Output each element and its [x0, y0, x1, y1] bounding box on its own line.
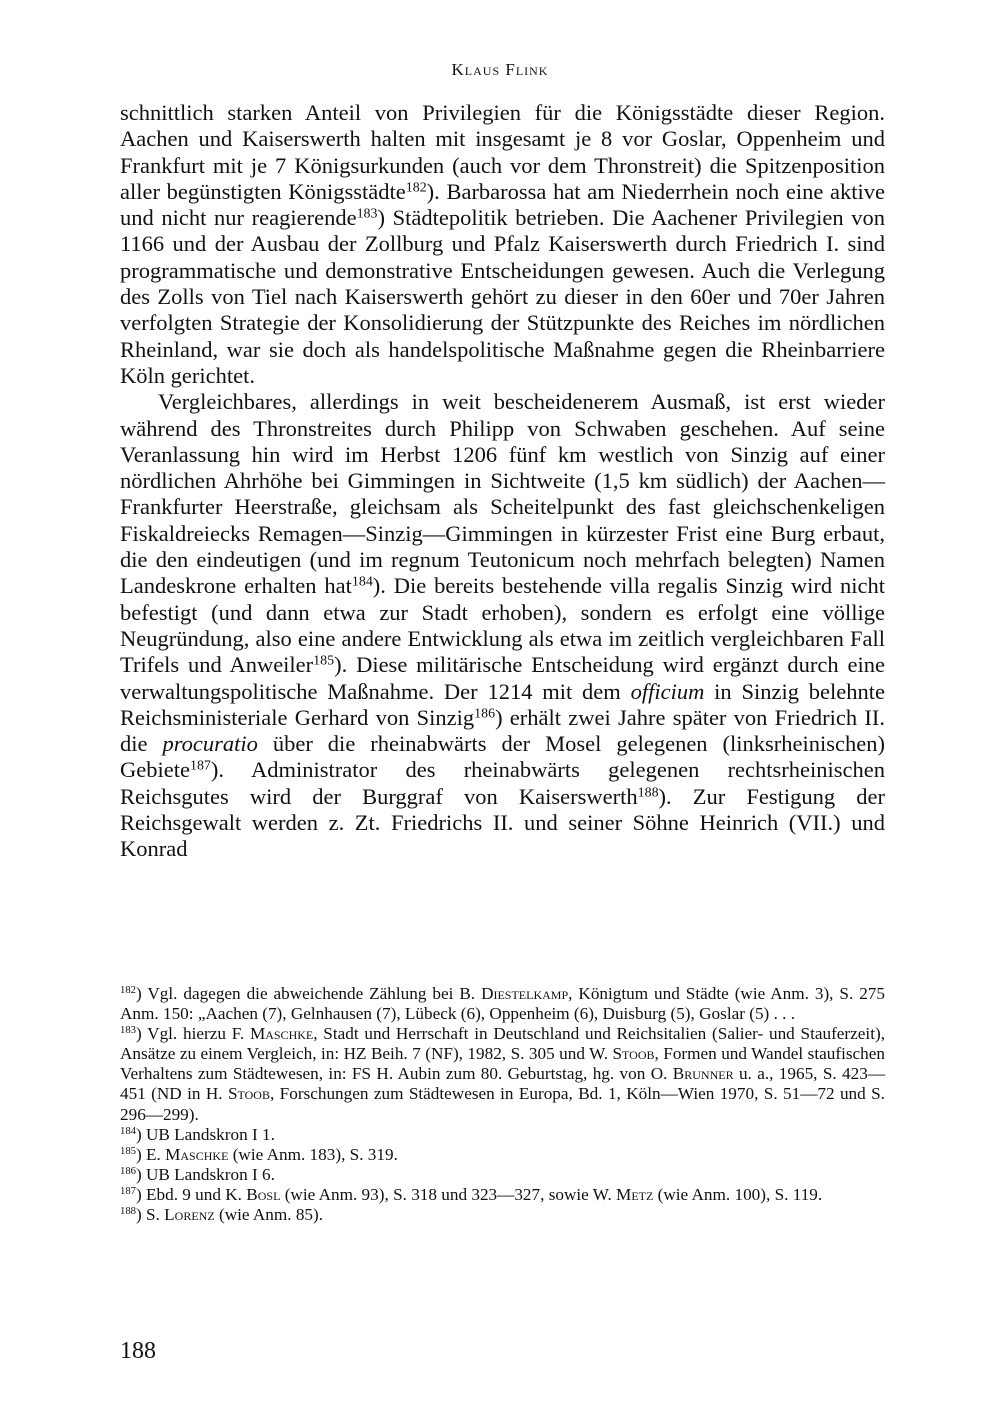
text-run: ). Administrator des rheinabwärts gelegenen rechtsrheinischen Reichsgutes wird der Burggraf von Kaiserswerth [120, 757, 885, 809]
text-run: ). Barbarossa hat am Niederrhein noch eine aktive und nicht nur reagierende [120, 178, 885, 231]
footnote-ref-182[interactable]: 182 [405, 180, 427, 196]
text-run: ) Ebd. 9 und K. [135, 1184, 247, 1204]
text-run: , Forschungen zum Städtewesen in Europa, Bd. 1, Köln—Wien 1970, S. 51—72 und S. 296—299). [120, 1084, 885, 1124]
footnote-number: 187 [120, 1186, 136, 1198]
text-run: ) Vgl. hierzu F. [135, 1024, 250, 1044]
text-run: ) UB Landskron I 6. [135, 1164, 275, 1184]
italic-term: procuratio [162, 731, 258, 757]
text-run: , Stadt und Herrschaft in Deutschland und Reichsitalien (Salier- und Stauferzeit), Ansätze zu einem Vergleich, in: HZ Beih. 7 (NF), 1982, S. 305 und W. [120, 1024, 885, 1064]
author-name: Diestelkamp [481, 984, 569, 1003]
text-run: ) erhält zwei Jahre später von Friedrich II. die [120, 704, 885, 757]
text-run: ) UB Landskron I 1. [135, 1124, 275, 1144]
text-run: ) Vgl. dagegen die abweichende Zählung bei B. [135, 984, 482, 1003]
author-name: Metz [616, 1184, 654, 1204]
footnote-ref-186[interactable]: 186 [474, 706, 496, 722]
text-run: über die rheinabwärts der Mosel gelegenen (linksrheinischen) Gebiete [120, 731, 885, 783]
paragraph-1 [120, 100, 885, 389]
footnote-number: 188 [120, 1206, 136, 1218]
text-run: ). Diese militärische Entscheidung wird ergänzt durch eine verwaltungspolitische Maßnahme. Der 1214 mit dem [120, 652, 885, 704]
text-run: (wie Anm. 100), S. 119. [653, 1184, 823, 1204]
text-run: ) E. [135, 1144, 166, 1164]
author-name: Lorenz [164, 1205, 215, 1225]
footnote-187 [120, 1185, 885, 1205]
text-run: schnittlich starken Anteil von Privilegien für die Königsstädte dieser Region. Aachen und Kaiserswerth halten mit insgesamt je 8 vor Goslar, Oppenheim und Frankfurt mit je 7 Königsurkunden (auch vor dem Thronstreit) die Spitzenposition aller begünstigten Königsstädte [120, 100, 885, 204]
paragraph-2 [120, 389, 885, 862]
footnotes [120, 984, 885, 1225]
footnote-number: 186 [120, 1165, 136, 1177]
text-run: ). Zur Festigung der Reichsgewalt werden z. Zt. Friedrichs II. und seiner Söhne Heinrich (VII.) und Konrad [120, 783, 886, 862]
text-run: , Formen und Wandel staufischen Verhaltens zum Städtewesen, in: FS H. Aubin zum 80. Geburtstag, hg. von O. [120, 1044, 885, 1084]
footnote-number: 185 [120, 1145, 136, 1157]
author-name: Stoob [612, 1044, 655, 1064]
author-name: Brunner [672, 1064, 734, 1084]
author-name: Stoob [227, 1084, 270, 1104]
author-name: Maschke [165, 1144, 229, 1164]
text-run: ) S. [135, 1205, 165, 1225]
footnote-184 [120, 1125, 885, 1145]
text-run: (wie Anm. 183), S. 319. [228, 1144, 398, 1164]
author-name: Bosl [246, 1184, 281, 1204]
main-text [120, 100, 885, 863]
text-run: ). Die bereits bestehende villa regalis Sinzig wird nicht befestigt (und dann etwa zur Stadt erhoben), sondern es erfolgt eine völlige Neugründung, also eine andere Entwicklung als etwa im zeitlich vergleichbaren Fall Trifels und Anweiler [120, 573, 885, 678]
footnote-ref-185[interactable]: 185 [313, 653, 335, 669]
author-name: Maschke [249, 1024, 314, 1044]
footnote-188 [120, 1205, 885, 1225]
text-run: ) Städtepolitik betrieben. Die Aachener Privilegien von 1166 und der Ausbau der Zollburg und Pfalz Kaiserswerth durch Friedrich I. sind programmatische und demonstrative Entscheidungen gewesen. Auch die Verlegung des Zolls von Tiel nach Kaiserswerth gehört zu dieser in den 60er und 70er Jahren verfolgten Strategie der Konsolidierung der Stützpunkte des Reiches im nördlichen Rheinland, war sie doch als handelspolitische Maßnahme gegen die Rheinbarriere Köln gerichtet. [120, 205, 886, 388]
footnote-182 [120, 984, 885, 1024]
italic-term: officium [630, 678, 705, 704]
footnote-ref-184[interactable]: 184 [351, 574, 373, 590]
footnote-183 [120, 1024, 885, 1124]
text-run: in Sinzig belehnte Reichsministeriale Gerhard von Sinzig [120, 678, 885, 730]
footnote-186 [120, 1165, 885, 1185]
text-run: Vergleichbares, allerdings in weit bescheidenerem Ausmaß, ist erst wieder während des Thronstreites durch Philipp von Schwaben geschehen. Auf seine Veranlassung hin wird im Herbst 1206 fünf km westlich von Sinzig auf einer nördlichen Ahrhöhe bei Gimmingen in Sichtweite (1,5 km südlich) der Aachen—Frankfurter Heerstraße, gleichsam als Scheitelpunkt des fast gleichschenkeligen Fiskaldreiecks Remagen—Sinzig—Gimmingen in kürzester Frist eine Burg erbaut, die den eindeutigen (und im regnum Teutonicum noch mehrfach belegten) Namen Landeskrone erhalten hat [120, 389, 885, 599]
text-run: u. a., 1965, S. 423—451 (ND in H. [120, 1064, 885, 1104]
footnote-185 [120, 1145, 885, 1165]
footnote-number: 184 [120, 1125, 136, 1137]
footnote-ref-183[interactable]: 183 [356, 206, 378, 222]
text-run: (wie Anm. 85). [214, 1205, 324, 1225]
footnote-number: 183 [120, 1025, 136, 1037]
footnote-number: 182 [120, 985, 136, 997]
page-number: 188 [120, 1338, 156, 1364]
text-run: , Königtum und Städte (wie Anm. 3), S. 275 Anm. 150: „Aachen (7), Gelnhausen (7), Lübeck (6), Oppenheim (6), Duisburg (5), Goslar (5) . . . [120, 984, 885, 1024]
footnote-ref-188[interactable]: 188 [637, 785, 659, 801]
footnote-ref-187[interactable]: 187 [189, 758, 211, 774]
text-run: (wie Anm. 93), S. 318 und 323—327, sowie W. [280, 1184, 617, 1204]
running-header: Klaus Flink [451, 60, 549, 79]
